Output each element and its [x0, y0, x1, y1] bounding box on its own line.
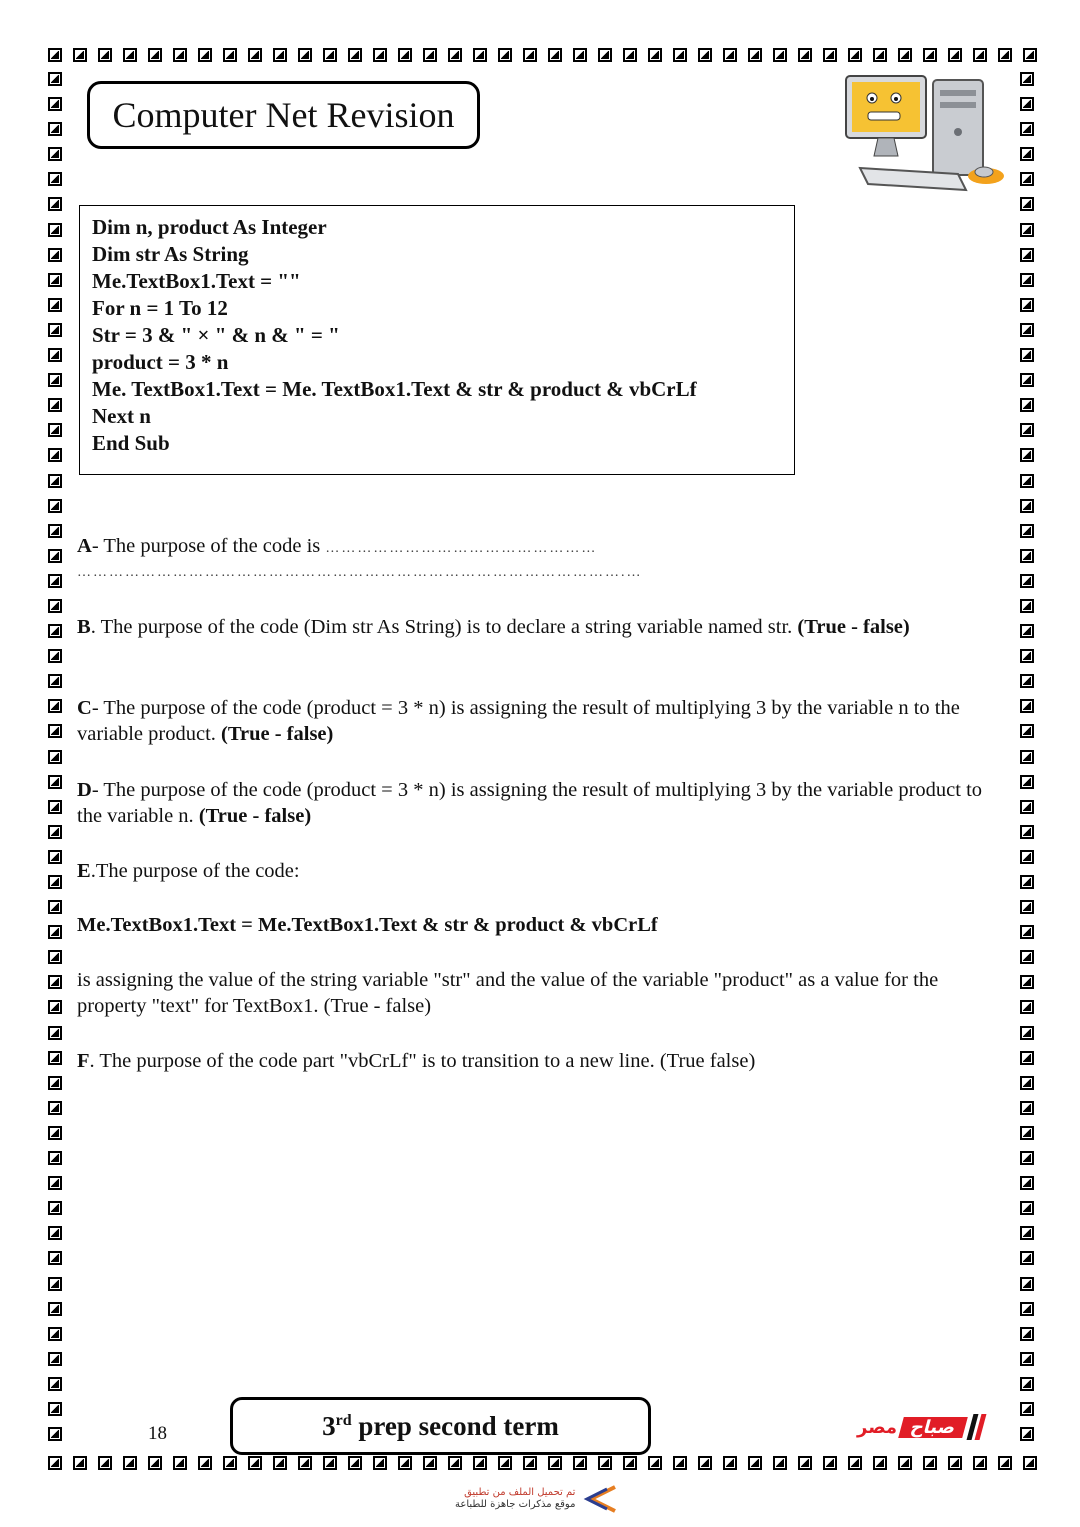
border-square-icon — [948, 48, 962, 62]
border-square-icon — [623, 48, 637, 62]
border-square-icon — [73, 1456, 87, 1470]
border-square-icon — [48, 248, 62, 262]
question-letter: A — [77, 535, 92, 557]
border-square-icon — [1020, 474, 1034, 488]
border-square-icon — [1020, 1352, 1034, 1366]
border-square-icon — [48, 48, 62, 62]
question-d — [77, 777, 1007, 829]
border-square-icon — [1020, 599, 1034, 613]
border-square-icon — [423, 1456, 437, 1470]
border-square-icon — [198, 48, 212, 62]
border-square-icon — [448, 1456, 462, 1470]
border-square-icon — [223, 1456, 237, 1470]
border-square-icon — [1020, 1251, 1034, 1265]
border-square-icon — [1020, 1226, 1034, 1240]
answer-dots: …………………………………………… — [325, 541, 598, 556]
question-text: .The purpose of the code: — [90, 860, 300, 882]
border-square-icon — [548, 1456, 562, 1470]
border-square-icon — [698, 1456, 712, 1470]
border-square-icon — [923, 1456, 937, 1470]
answer-dots: ………………………………………………………………………………………….… — [77, 565, 643, 580]
border-square-icon — [48, 1026, 62, 1040]
border-square-icon — [348, 48, 362, 62]
border-square-icon — [48, 1327, 62, 1341]
border-square-icon — [873, 48, 887, 62]
border-square-icon — [823, 48, 837, 62]
border-square-icon — [148, 1456, 162, 1470]
border-square-icon — [123, 48, 137, 62]
border-square-icon — [748, 48, 762, 62]
border-square-icon — [1020, 875, 1034, 889]
border-square-icon — [973, 48, 987, 62]
border-square-icon — [1020, 975, 1034, 989]
question-e-continued: is assigning the value of the string variable "str" and the value of the variable "product" as a value for the property "text" for TextBox1. (True - false) — [77, 969, 939, 1017]
border-square-icon — [773, 48, 787, 62]
border-square-icon — [48, 1377, 62, 1391]
border-square-icon — [1020, 323, 1034, 337]
border-square-icon — [148, 48, 162, 62]
border-square-icon — [1020, 1277, 1034, 1291]
border-square-icon — [1023, 1456, 1037, 1470]
border-square-icon — [398, 1456, 412, 1470]
question-c — [77, 695, 1007, 747]
border-square-icon — [773, 1456, 787, 1470]
question-a — [77, 533, 1007, 562]
border-left — [48, 72, 62, 1441]
border-square-icon — [1020, 1201, 1034, 1215]
border-square-icon — [1020, 624, 1034, 638]
border-square-icon — [48, 900, 62, 914]
border-square-icon — [648, 1456, 662, 1470]
border-square-icon — [48, 474, 62, 488]
true-false-label: (True - false) — [797, 616, 910, 638]
border-square-icon — [548, 48, 562, 62]
border-square-icon — [48, 72, 62, 86]
border-square-icon — [898, 1456, 912, 1470]
border-square-icon — [48, 1051, 62, 1065]
border-square-icon — [598, 48, 612, 62]
border-square-icon — [1020, 900, 1034, 914]
code-line: Me.TextBox1.Text = "" — [92, 269, 301, 293]
border-square-icon — [998, 48, 1012, 62]
border-square-icon — [1020, 373, 1034, 387]
border-square-icon — [48, 850, 62, 864]
border-square-icon — [298, 1456, 312, 1470]
border-square-icon — [48, 574, 62, 588]
border-square-icon — [498, 48, 512, 62]
border-square-icon — [1020, 1427, 1034, 1441]
border-square-icon — [273, 48, 287, 62]
border-square-icon — [1020, 750, 1034, 764]
border-square-icon — [1020, 348, 1034, 362]
border-square-icon — [673, 1456, 687, 1470]
border-square-icon — [48, 1126, 62, 1140]
border-square-icon — [648, 48, 662, 62]
border-square-icon — [398, 48, 412, 62]
border-square-icon — [48, 1201, 62, 1215]
watermark-line-2: موقع مذكرات جاهزة للطباعة — [455, 1499, 576, 1510]
border-square-icon — [373, 48, 387, 62]
border-square-icon — [273, 1456, 287, 1470]
border-square-icon — [1020, 1101, 1034, 1115]
border-square-icon — [848, 48, 862, 62]
border-square-icon — [298, 48, 312, 62]
border-square-icon — [573, 48, 587, 62]
border-square-icon — [1020, 724, 1034, 738]
title-box — [87, 81, 480, 149]
border-square-icon — [48, 975, 62, 989]
border-square-icon — [1020, 649, 1034, 663]
border-square-icon — [1020, 197, 1034, 211]
border-square-icon — [673, 48, 687, 62]
border-square-icon — [973, 1456, 987, 1470]
question-letter: F — [77, 1050, 90, 1072]
code-line: Me. TextBox1.Text = Me. TextBox1.Text & str & product & vbCrLf — [92, 377, 697, 401]
logo-word-masr: مصر — [857, 1416, 898, 1438]
border-square-icon — [1020, 448, 1034, 462]
border-square-icon — [923, 48, 937, 62]
code-line: product = 3 * n — [92, 350, 229, 374]
border-square-icon — [48, 323, 62, 337]
border-square-icon — [823, 1456, 837, 1470]
border-square-icon — [48, 373, 62, 387]
border-square-icon — [48, 97, 62, 111]
border-square-icon — [48, 398, 62, 412]
term-sup: rd — [335, 1411, 352, 1429]
border-square-icon — [248, 48, 262, 62]
border-square-icon — [1020, 398, 1034, 412]
border-square-icon — [1020, 147, 1034, 161]
border-square-icon — [1020, 72, 1034, 86]
border-square-icon — [48, 1456, 62, 1470]
border-square-icon — [723, 48, 737, 62]
question-text: - The purpose of the code (product = 3 * n) is assigning the result of multiplying 3 by the variable n to the variable product. — [77, 697, 960, 745]
code-block — [79, 205, 795, 475]
border-square-icon — [1020, 950, 1034, 964]
border-square-icon — [173, 1456, 187, 1470]
border-square-icon — [48, 1101, 62, 1115]
question-letter: D — [77, 779, 92, 801]
border-square-icon — [198, 1456, 212, 1470]
border-square-icon — [48, 925, 62, 939]
border-square-icon — [1020, 1076, 1034, 1090]
border-square-icon — [48, 1302, 62, 1316]
border-square-icon — [448, 48, 462, 62]
border-square-icon — [598, 1456, 612, 1470]
border-square-icon — [523, 1456, 537, 1470]
border-square-icon — [48, 147, 62, 161]
border-square-icon — [1020, 1000, 1034, 1014]
border-square-icon — [1020, 549, 1034, 563]
border-square-icon — [1020, 423, 1034, 437]
border-square-icon — [798, 1456, 812, 1470]
border-square-icon — [1020, 298, 1034, 312]
border-square-icon — [48, 273, 62, 287]
border-square-icon — [48, 348, 62, 362]
border-top — [48, 48, 1037, 62]
border-square-icon — [1020, 1026, 1034, 1040]
question-text: - The purpose of the code (product = 3 * n) is assigning the result of multiplying 3 by the variable product to the variable n. — [77, 779, 983, 827]
border-square-icon — [1020, 1402, 1034, 1416]
border-square-icon — [48, 1000, 62, 1014]
border-square-icon — [1020, 122, 1034, 136]
border-square-icon — [748, 1456, 762, 1470]
border-square-icon — [873, 1456, 887, 1470]
page-title: Computer Net Revision — [112, 95, 455, 135]
question-letter: C — [77, 697, 92, 719]
border-square-icon — [48, 1427, 62, 1441]
border-square-icon — [1020, 850, 1034, 864]
border-square-icon — [1020, 800, 1034, 814]
border-square-icon — [473, 48, 487, 62]
border-square-icon — [348, 1456, 362, 1470]
question-text: . The purpose of the code part "vbCrLf" is to transition to a new line. (True false) — [89, 1050, 756, 1072]
border-square-icon — [98, 48, 112, 62]
footer-term-box — [230, 1397, 651, 1455]
border-square-icon — [48, 750, 62, 764]
border-square-icon — [1020, 1377, 1034, 1391]
border-square-icon — [573, 1456, 587, 1470]
border-square-icon — [48, 1226, 62, 1240]
computer-clipart-icon — [838, 72, 1008, 202]
border-square-icon — [48, 1151, 62, 1165]
border-square-icon — [48, 1176, 62, 1190]
border-square-icon — [123, 1456, 137, 1470]
border-right — [1020, 72, 1034, 1441]
border-square-icon — [48, 649, 62, 663]
border-square-icon — [1020, 273, 1034, 287]
border-square-icon — [1020, 825, 1034, 839]
border-square-icon — [48, 1352, 62, 1366]
term-label — [322, 1411, 559, 1442]
border-square-icon — [48, 524, 62, 538]
code-line: For n = 1 To 12 — [92, 296, 228, 320]
border-square-icon — [323, 48, 337, 62]
border-square-icon — [48, 674, 62, 688]
border-square-icon — [998, 1456, 1012, 1470]
border-square-icon — [48, 724, 62, 738]
border-square-icon — [698, 48, 712, 62]
border-square-icon — [48, 699, 62, 713]
true-false-label: (True - false) — [198, 805, 312, 827]
border-square-icon — [1020, 223, 1034, 237]
border-square-icon — [248, 1456, 262, 1470]
border-square-icon — [848, 1456, 862, 1470]
border-square-icon — [48, 1251, 62, 1265]
border-square-icon — [48, 298, 62, 312]
border-square-icon — [1023, 48, 1037, 62]
border-square-icon — [798, 48, 812, 62]
border-square-icon — [48, 599, 62, 613]
border-square-icon — [48, 800, 62, 814]
question-e — [77, 858, 1007, 884]
border-square-icon — [1020, 1126, 1034, 1140]
border-square-icon — [48, 549, 62, 563]
border-square-icon — [48, 1277, 62, 1291]
border-square-icon — [1020, 524, 1034, 538]
code-line: Dim str As String — [92, 242, 249, 266]
question-letter: B — [77, 616, 91, 638]
border-square-icon — [48, 122, 62, 136]
logo-bars-icon — [970, 1414, 983, 1440]
border-square-icon — [948, 1456, 962, 1470]
border-square-icon — [898, 48, 912, 62]
question-text: - The purpose of the code is — [91, 535, 326, 557]
border-square-icon — [1020, 775, 1034, 789]
border-square-icon — [98, 1456, 112, 1470]
border-square-icon — [623, 1456, 637, 1470]
page-number: 18 — [148, 1423, 167, 1444]
watermark-line-1: تم تحميل الملف من تطبيق — [464, 1487, 576, 1498]
border-square-icon — [723, 1456, 737, 1470]
border-square-icon — [73, 48, 87, 62]
border-square-icon — [473, 1456, 487, 1470]
true-false-label: (True - false) — [221, 723, 334, 745]
border-square-icon — [48, 875, 62, 889]
border-square-icon — [48, 172, 62, 186]
border-square-icon — [223, 48, 237, 62]
sabah-masr-logo — [857, 1412, 983, 1442]
border-square-icon — [48, 825, 62, 839]
border-square-icon — [1020, 1176, 1034, 1190]
border-square-icon — [1020, 925, 1034, 939]
border-square-icon — [48, 950, 62, 964]
question-f — [77, 1048, 1007, 1074]
border-square-icon — [48, 448, 62, 462]
border-square-icon — [1020, 1051, 1034, 1065]
watermark-text — [455, 1487, 575, 1511]
border-square-icon — [48, 1402, 62, 1416]
border-square-icon — [373, 1456, 387, 1470]
border-square-icon — [1020, 1302, 1034, 1316]
border-square-icon — [1020, 97, 1034, 111]
border-square-icon — [423, 48, 437, 62]
question-b — [77, 614, 1007, 640]
border-square-icon — [1020, 248, 1034, 262]
term-text: prep second term — [351, 1410, 559, 1441]
border-square-icon — [173, 48, 187, 62]
term-prefix: 3 — [322, 1410, 336, 1441]
question-e-code: Me.TextBox1.Text = Me.TextBox1.Text & str & product & vbCrLf — [77, 914, 658, 936]
border-square-icon — [1020, 499, 1034, 513]
border-square-icon — [523, 48, 537, 62]
border-square-icon — [48, 1076, 62, 1090]
border-square-icon — [48, 223, 62, 237]
border-bottom — [48, 1456, 1037, 1470]
border-square-icon — [48, 423, 62, 437]
watermark-chevron-icon — [581, 1485, 617, 1513]
border-square-icon — [1020, 1327, 1034, 1341]
code-line: Dim n, product As Integer — [92, 215, 327, 239]
border-square-icon — [323, 1456, 337, 1470]
logo-word-sabah: صباح — [898, 1417, 968, 1438]
border-square-icon — [1020, 574, 1034, 588]
code-line: Next n — [92, 404, 151, 428]
border-square-icon — [1020, 1151, 1034, 1165]
border-square-icon — [1020, 172, 1034, 186]
watermark — [455, 1485, 617, 1513]
border-square-icon — [1020, 674, 1034, 688]
border-square-icon — [1020, 699, 1034, 713]
code-line: End Sub — [92, 431, 170, 455]
question-text: . The purpose of the code (Dim str As String) is to declare a string variable named str. — [90, 616, 798, 638]
code-line: Str = 3 & " × " & n & " = " — [92, 323, 340, 347]
border-square-icon — [48, 624, 62, 638]
border-square-icon — [48, 197, 62, 211]
question-letter: E — [77, 860, 91, 882]
border-square-icon — [498, 1456, 512, 1470]
border-square-icon — [48, 499, 62, 513]
border-square-icon — [48, 775, 62, 789]
